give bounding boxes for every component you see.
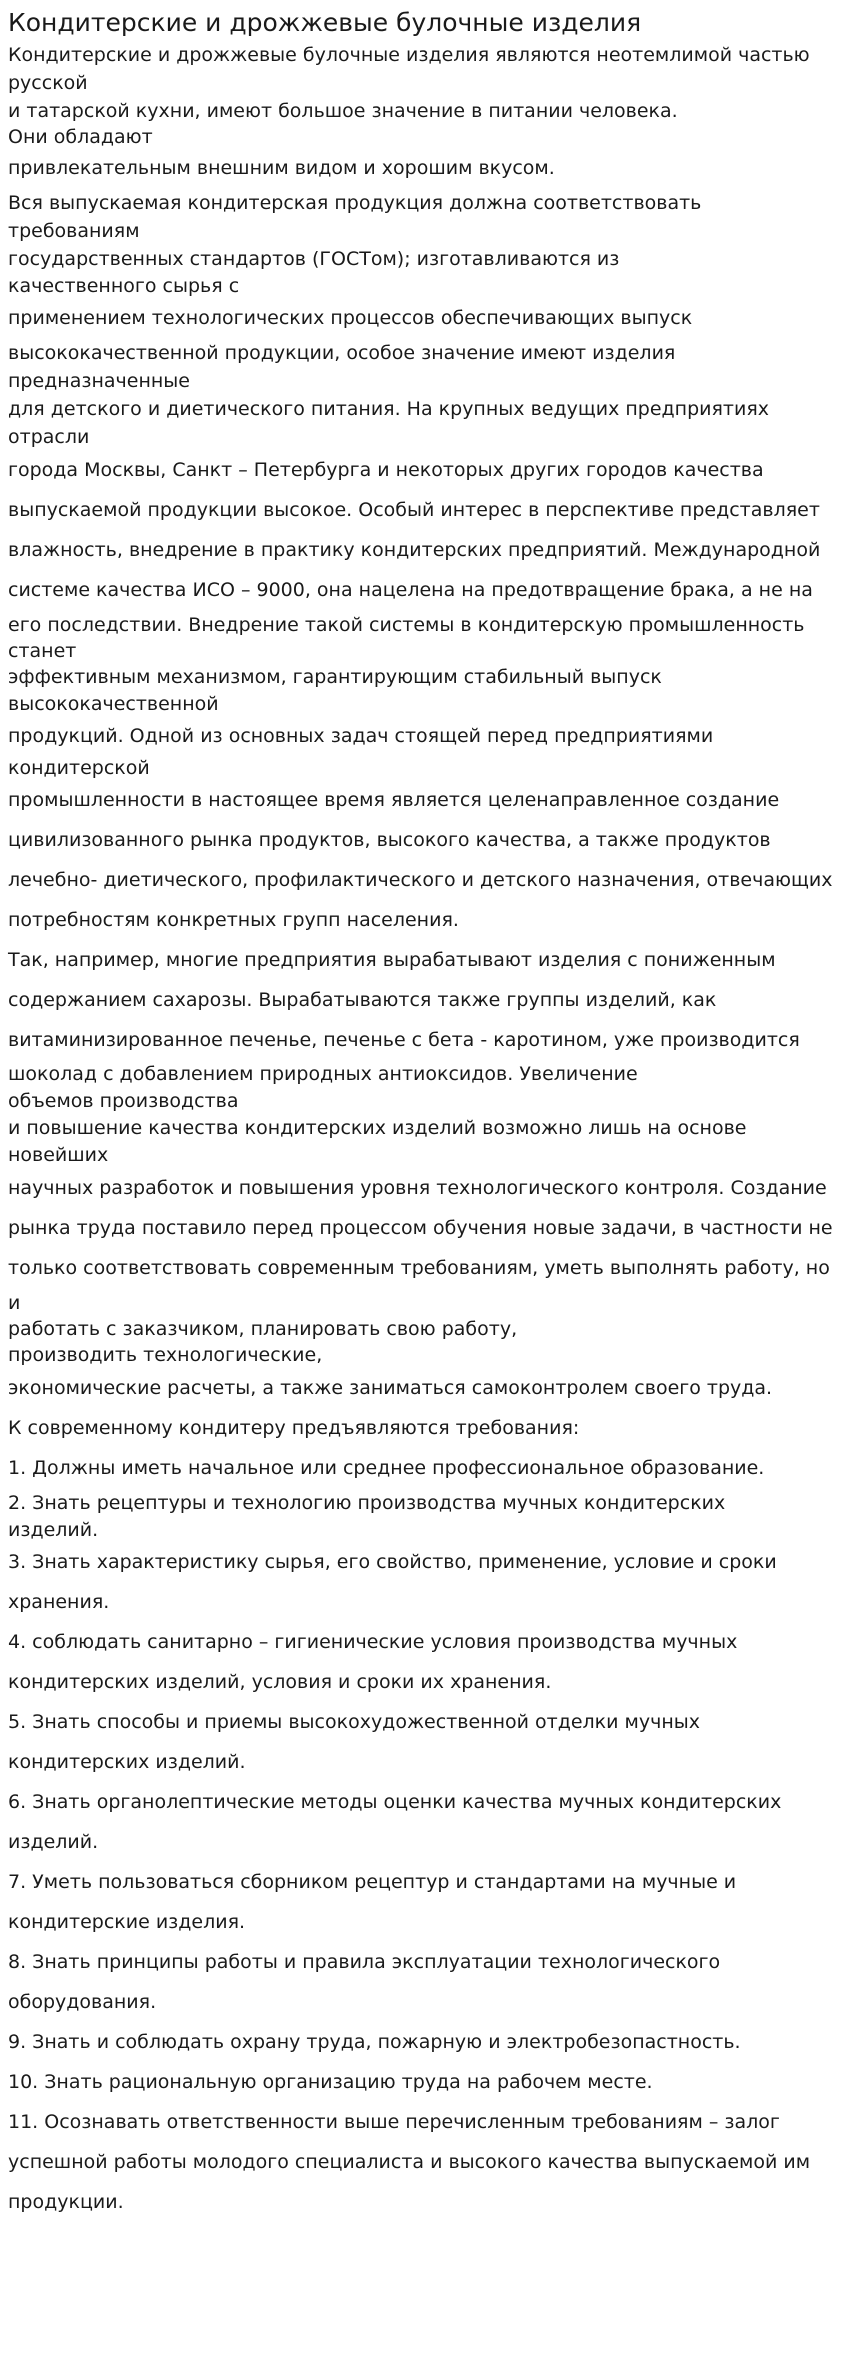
body-line: кондитерские изделия. [8, 1911, 246, 1933]
body-line: русской [8, 72, 88, 94]
body-line: Кондитерские и дрожжевые булочные изделия являются неотемлимой частью [8, 44, 810, 66]
body-line: хранения. [8, 1591, 110, 1613]
body-line: лечебно- диетического, профилактического и детского назначения, отвечающих [8, 869, 833, 891]
body-line: изделий. [8, 1519, 99, 1541]
body-line: предназначенные [8, 370, 190, 392]
body-line: Они обладают [8, 126, 153, 148]
body-line: и татарской кухни, имеют большое значение в питании человека. [8, 100, 678, 122]
body-line: 4. соблюдать санитарно – гигиенические условия производства мучных [8, 1631, 738, 1653]
body-line: 9. Знать и соблюдать охрану труда, пожарную и электробезопастность. [8, 2031, 741, 2053]
body-line: продукции. [8, 2191, 124, 2213]
document-page [8, 8, 838, 2223]
body-line: только соответствовать современным требованиям, уметь выполнять работу, но [8, 1257, 830, 1279]
body-line: эффективным механизмом, гарантирующим стабильный выпуск [8, 666, 662, 688]
body-line: производить технологические, [8, 1344, 323, 1366]
body-line: шоколад с добавлением природных антиоксидов. Увеличение [8, 1063, 638, 1085]
body-line: государственных стандартов (ГОСТом); изготавливаются из [8, 248, 620, 270]
body-line: К современному кондитеру предъявляются требования: [8, 1417, 580, 1439]
body-line: 1. Должны иметь начальное или среднее профессиональное образование. [8, 1457, 765, 1479]
body-line: Так, например, многие предприятия вырабатывают изделия с пониженным [8, 949, 776, 971]
body-line: оборудования. [8, 1991, 157, 2013]
body-line: выпускаемой продукции высокое. Особый интерес в перспективе представляет [8, 499, 820, 521]
body-line: промышленности в настоящее время является целенаправленное создание [8, 789, 780, 811]
body-line: 5. Знать способы и приемы высокохудожественной отделки мучных [8, 1711, 701, 1733]
body-line: привлекательным внешним видом и хорошим вкусом. [8, 157, 555, 179]
body-line: 8. Знать принципы работы и правила эксплуатации технологического [8, 1951, 721, 1973]
body-line: и [8, 1292, 21, 1314]
body-line: рынка труда поставило перед процессом обучения новые задачи, в частности не [8, 1217, 833, 1239]
body-line: потребностям конкретных групп населения. [8, 909, 459, 931]
body-line: новейших [8, 1144, 109, 1166]
body-line: качественного сырья с [8, 275, 240, 297]
body-line: системе качества ИСО – 9000, она нацелена на предотвращение брака, а не на [8, 579, 813, 601]
body-line: витаминизированное печенье, печенье с бета - каротином, уже производится [8, 1029, 800, 1051]
body-line: 2. Знать рецептуры и технологию производства мучных кондитерских [8, 1492, 726, 1514]
body-line: влажность, внедрение в практику кондитерских предприятий. Международной [8, 539, 821, 561]
body-line: кондитерской [8, 757, 150, 779]
body-line: экономические расчеты, а также заниматься самоконтролем своего труда. [8, 1377, 773, 1399]
body-line: изделий. [8, 1831, 99, 1853]
body-line: научных разработок и повышения уровня технологического контроля. Создание [8, 1177, 827, 1199]
body-line: для детского и диетического питания. На крупных ведущих предприятиях [8, 398, 770, 420]
body-line: станет [8, 640, 77, 662]
document-body [8, 41, 838, 2223]
body-line: требованиям [8, 220, 140, 242]
body-line: кондитерских изделий. [8, 1751, 246, 1773]
body-line: высококачественной [8, 693, 219, 715]
document-title: Кондитерские и дрожжевые булочные изделия [8, 8, 642, 37]
body-line: отрасли [8, 426, 90, 448]
body-line: 7. Уметь пользоваться сборником рецептур и стандартами на мучные и [8, 1871, 737, 1893]
body-line: цивилизованного рынка продуктов, высокого качества, а также продуктов [8, 829, 771, 851]
body-line: применением технологических процессов обеспечивающих выпуск [8, 307, 693, 329]
body-line: 3. Знать характеристику сырья, его свойство, применение, условие и сроки [8, 1551, 777, 1573]
body-line: содержанием сахарозы. Вырабатываются также группы изделий, как [8, 989, 717, 1011]
body-line: работать с заказчиком, планировать свою работу, [8, 1318, 518, 1340]
body-line: Вся выпускаемая кондитерская продукция должна соответствовать [8, 192, 702, 214]
body-line: и повышение качества кондитерских изделий возможно лишь на основе [8, 1117, 747, 1139]
body-line: 6. Знать органолептические методы оценки качества мучных кондитерских [8, 1791, 782, 1813]
body-line: высококачественной продукции, особое значение имеют изделия [8, 342, 676, 364]
body-line: 11. Осознавать ответственности выше перечисленным требованиям – залог [8, 2111, 780, 2133]
body-line: города Москвы, Санкт – Петербурга и некоторых других городов качества [8, 459, 764, 481]
body-line: его последствии. Внедрение такой системы в кондитерскую промышленность [8, 614, 805, 636]
body-line: объемов производства [8, 1090, 239, 1112]
body-line: кондитерских изделий, условия и сроки их хранения. [8, 1671, 552, 1693]
body-line: успешной работы молодого специалиста и высокого качества выпускаемой им [8, 2151, 811, 2173]
body-line: продукций. Одной из основных задач стоящей перед предприятиями [8, 725, 714, 747]
body-line: 10. Знать рациональную организацию труда на рабочем месте. [8, 2071, 653, 2093]
